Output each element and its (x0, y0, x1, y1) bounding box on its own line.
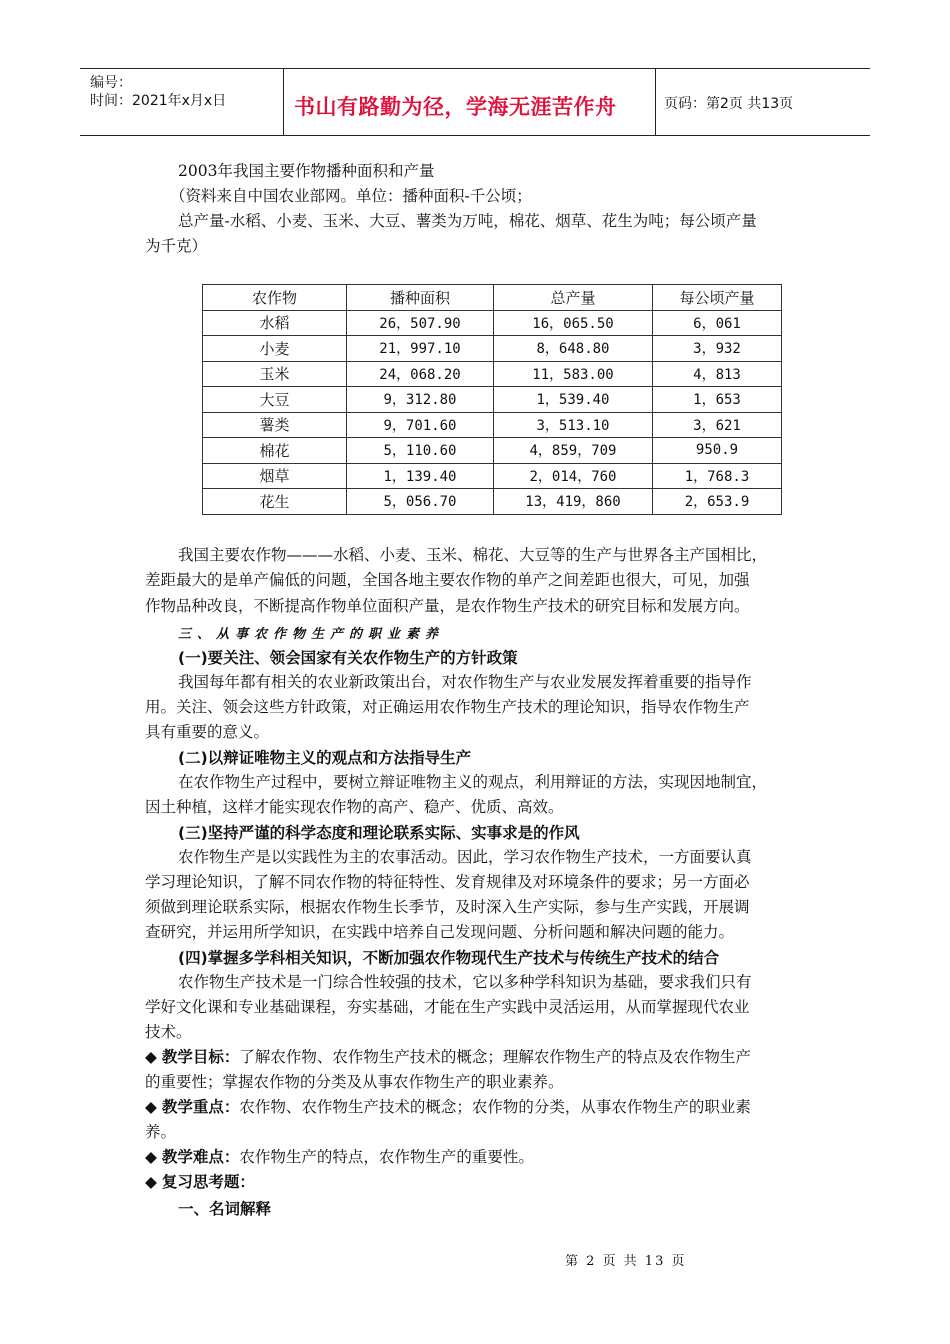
table-cell: 4，859，709 (494, 438, 653, 464)
paragraph-line: 我国主要农作物———水稻、小麦、玉米、棉花、大豆等的生产与世界各主产国相比， (178, 546, 768, 564)
paragraph-line: 须做到理论联系实际，根据农作物生长季节，及时深入生产实际，参与生产实践，开展调 (145, 898, 750, 916)
table-cell: 1，539.40 (494, 387, 653, 413)
table-cell: 4，813 (653, 361, 782, 387)
bullet-text: 农作物、农作物生产技术的概念；农作物的分类，从事农作物生产的职业素 (239, 1098, 751, 1116)
table-cell: 2，014，760 (494, 463, 653, 489)
bullet-diamond-icon: ◆ (145, 1148, 157, 1166)
section-heading: 三、从事农作物生产的职业素养 (178, 627, 445, 642)
bullet-diamond-icon: ◆ (145, 1098, 157, 1116)
table-cell: 24，068.20 (347, 361, 494, 387)
table-cell: 2，653.9 (653, 489, 782, 515)
bullet-label: 教学难点： (161, 1148, 240, 1166)
table-cell: 9，701.60 (347, 412, 494, 438)
table-cell: 13，419，860 (494, 489, 653, 515)
header-bottom-rule (80, 135, 870, 136)
paragraph-line: 学好文化课和专业基础课程，夯实基础，才能在生产实践中灵活运用，从而掌握现代农业 (145, 998, 750, 1016)
table-cell: 烟草 (203, 463, 347, 489)
header-motto: 书山有路勤为径，学海无涯苦作舟 (294, 95, 617, 119)
bullet-diamond-icon: ◆ (145, 1048, 157, 1066)
table-cell: 21，997.10 (347, 336, 494, 362)
table-cell: 水稻 (203, 310, 347, 336)
table-note: （资料来自中国农业部网。单位：播种面积-千公顷； (170, 187, 532, 205)
paragraph-line: 查研究，并运用所学知识，在实践中培养自己发现问题、分析问题和解决问题的能力。 (145, 923, 735, 941)
table-cell: 26，507.90 (347, 310, 494, 336)
table-cell: 玉米 (203, 361, 347, 387)
header-divider-left (283, 68, 284, 136)
bullet-label: 教学目标： (161, 1048, 240, 1066)
table-row (203, 463, 782, 489)
column-header: 每公顷产量 (653, 285, 782, 311)
header-top-rule (80, 68, 870, 69)
bullet-teaching-difficulty (145, 1145, 534, 1170)
subsection-heading: (一)要关注、领会国家有关农作物生产的方针政策 (178, 649, 518, 667)
table-cell: 8，648.80 (494, 336, 653, 362)
paragraph-line: 用。关注、领会这些方针政策，对正确运用农作物生产技术的理论知识，指导农作物生产 (145, 698, 750, 716)
table-cell: 1，139.40 (347, 463, 494, 489)
table-cell: 950.9 (653, 438, 782, 464)
table-cell: 6，061 (653, 310, 782, 336)
crop-table (202, 284, 782, 515)
header-page-label: 页码：第2页 共13页 (664, 96, 794, 112)
table-note: 总产量-水稻、小麦、玉米、大豆、薯类为万吨，棉花、烟草、花生为吨；每公顷产量 (178, 212, 757, 230)
header-time-label: 时间：2021年x月x日 (90, 93, 227, 109)
paragraph-line: 具有重要的意义。 (145, 723, 270, 741)
table-cell: 薯类 (203, 412, 347, 438)
paragraph-line: 作物品种改良，不断提高作物单位面积产量，是农作物生产技术的研究目标和发展方向。 (145, 597, 750, 615)
table-cell: 棉花 (203, 438, 347, 464)
header-divider-right (655, 68, 656, 136)
subsection-heading: (二)以辩证唯物主义的观点和方法指导生产 (178, 749, 472, 767)
table-cell: 小麦 (203, 336, 347, 362)
bullet-text: 农作物生产的特点，农作物生产的重要性。 (239, 1148, 534, 1166)
page-footer: 第 2 页 共 13 页 (565, 1254, 687, 1269)
paragraph-line: 在农作物生产过程中，要树立辩证唯物主义的观点，利用辩证的方法，实现因地制宜， (178, 773, 768, 791)
column-header: 总产量 (494, 285, 653, 311)
table-note: 为千克） (145, 237, 208, 255)
table-row (203, 361, 782, 387)
table-cell: 3，932 (653, 336, 782, 362)
header-number-label: 编号： (90, 75, 132, 91)
table-cell: 3，621 (653, 412, 782, 438)
bullet-text: 了解农作物、农作物生产技术的概念；理解农作物生产的特点及农作物生产 (239, 1048, 751, 1066)
paragraph-line: 我国每年都有相关的农业新政策出台，对农作物生产与农业发展发挥着重要的指导作 (178, 673, 752, 691)
table-cell: 5，110.60 (347, 438, 494, 464)
paragraph-line: 养。 (145, 1123, 177, 1141)
table-row (203, 387, 782, 413)
table-cell: 9，312.80 (347, 387, 494, 413)
subsection-heading: (四)掌握多学科相关知识，不断加强农作物现代生产技术与传统生产技术的结合 (178, 949, 720, 967)
paragraph-line: 学习理论知识，了解不同农作物的特征特性、发育规律及对环境条件的要求；另一方面必 (145, 873, 750, 891)
bullet-label: 复习思考题： (161, 1173, 255, 1191)
table-row (203, 489, 782, 515)
bullet-review-questions (145, 1170, 255, 1195)
bullet-diamond-icon: ◆ (145, 1173, 157, 1191)
table-cell: 16，065.50 (494, 310, 653, 336)
table-cell: 3，513.10 (494, 412, 653, 438)
table-cell: 11，583.00 (494, 361, 653, 387)
subsection-heading: (三)坚持严谨的科学态度和理论联系实际、实事求是的作风 (178, 824, 580, 842)
table-row (203, 412, 782, 438)
table-cell: 大豆 (203, 387, 347, 413)
table-cell: 1，653 (653, 387, 782, 413)
table-row (203, 336, 782, 362)
section-heading: 一、名词解释 (178, 1200, 272, 1218)
table-cell: 花生 (203, 489, 347, 515)
bullet-label: 教学重点： (161, 1098, 240, 1116)
table-header-row (203, 285, 782, 311)
column-header: 播种面积 (347, 285, 494, 311)
table-row (203, 310, 782, 336)
paragraph-line: 因土种植，这样才能实现农作物的高产、稳产、优质、高效。 (145, 798, 564, 816)
bullet-teaching-goal (145, 1045, 751, 1070)
paragraph-line: 差距最大的是单产偏低的问题，全国各地主要农作物的单产之间差距也很大，可见，加强 (145, 571, 750, 589)
bullet-teaching-focus (145, 1095, 751, 1120)
paragraph-line: 的重要性；掌握农作物的分类及从事农作物生产的职业素养。 (145, 1073, 564, 1091)
paragraph-line: 农作物生产技术是一门综合性较强的技术，它以多种学科知识为基础，要求我们只有 (178, 973, 752, 991)
paragraph-line: 农作物生产是以实践性为主的农事活动。因此，学习农作物生产技术，一方面要认真 (178, 848, 752, 866)
paragraph-line: 技术。 (145, 1023, 192, 1041)
table-cell: 5，056.70 (347, 489, 494, 515)
table-title: 2003年我国主要作物播种面积和产量 (178, 162, 435, 180)
column-header: 农作物 (203, 285, 347, 311)
table-row (203, 438, 782, 464)
table-cell: 1，768.3 (653, 463, 782, 489)
